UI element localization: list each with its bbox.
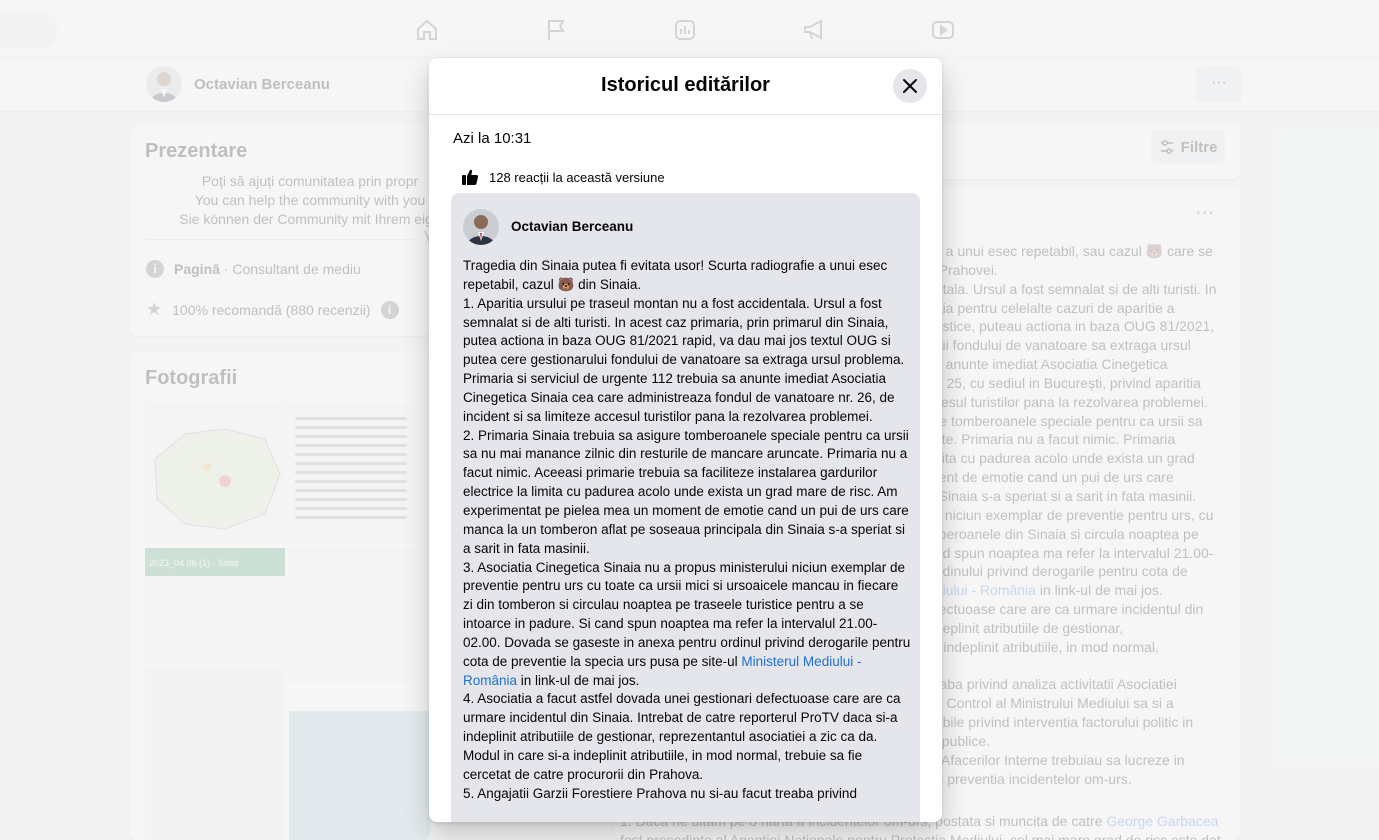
- post-paragraph: 4. Asociatia a facut astfel dovada unei gestionari defectuoase care are ca urmare incidentul din Sinaia. Intrebat de catre reporterul ProTV daca si-a indeplinit atributiile de gestionar, reprezentantul asociatiei a zic ca da. Modul in care si-a indeplinit atributiile, in mod normal, trebuie sa fie cercetat de catre procurorii din Prahova.: [463, 691, 901, 782]
- post-body: [463, 257, 911, 803]
- avatar[interactable]: [463, 209, 499, 245]
- edit-history-dialog: [429, 58, 942, 822]
- post-paragraph: Tragedia din Sinaia putea fi evitata usor! Scurta radiografie a unui esec repetabil, cazul 🐻 din Sinaia.: [463, 258, 888, 292]
- post-paragraph: 2. Primaria Sinaia trebuia sa asigure tomberoanele speciale pentru ca ursii sa nu mai manance zilnic din resturile de mancare aruncate. Primaria nu a facut nimic. Aceeasi primarie trebuia sa faciliteze instalarea gardurilor electrice la limita cu padurea acolo unde exista un grad mare de risc. Am experimentat pe pielea mea un moment de emotie cand un pui de urs care manca la un tomberon aflat pe soseaua principala din Sinaia s-a speriat si a sarit in fata masinii.: [463, 427, 909, 556]
- reactions-row[interactable]: [461, 168, 665, 186]
- edit-version-box: [451, 193, 920, 822]
- close-button[interactable]: [893, 69, 927, 103]
- post-text-span: in link-ul de mai jos.: [517, 672, 640, 688]
- post-paragraph: 5. Angajatii Garzii Forestiere Prahova nu si-au facut treaba privind: [463, 785, 857, 801]
- close-icon: [900, 76, 920, 96]
- post-text-span: 3. Asociatia Cinegetica Sinaia nu a propus ministerului niciun exemplar de preventie pentru urs cu toate ca ursii mici si ursoaicele mancau in fiecare zi din tomberon si circulau noaptea pe traseele turistice pentru a se intoarce in padure. Si cand spun noaptea ma refer la intervalul 21.00-02.00. Dovada se gaseste in anexa pentru ordinul privind derogarile pentru cota de preventie la specia urs pusa pe site-ul: [463, 559, 911, 669]
- reactions-text: 128 reacții la această versiune: [489, 169, 665, 185]
- post-paragraph: [463, 559, 911, 691]
- version-date: Azi la 10:31: [453, 130, 532, 147]
- dialog-title: Istoricul editărilor: [601, 74, 770, 96]
- author-name[interactable]: Octavian Berceanu: [511, 219, 634, 234]
- dialog-header: [429, 58, 942, 115]
- thumbs-up-icon: [461, 168, 479, 186]
- post-paragraph: 1. Aparitia ursului pe traseul montan nu a fost accidentala. Ursul a fost semnalat si de alti turisti. In acest caz primaria, prin primarul din Sinaia, putea actiona in baza OUG 81/2021 rapid, va dau mai jos textul OUG si putea cere gestionarului fondului de vanatoare sa extraga ursul problema. Primaria si serviciul de urgente 112 trebuia sa anunte imediat Asociatia Cinegetica Sinaia cea care administreaza fondul de vanatoare nr. 26, de incident si sa limiteze accesul turistilor pana la rezolvarea problemei.: [463, 295, 905, 424]
- ministry-link[interactable]: Ministerul Mediului - România: [463, 653, 862, 688]
